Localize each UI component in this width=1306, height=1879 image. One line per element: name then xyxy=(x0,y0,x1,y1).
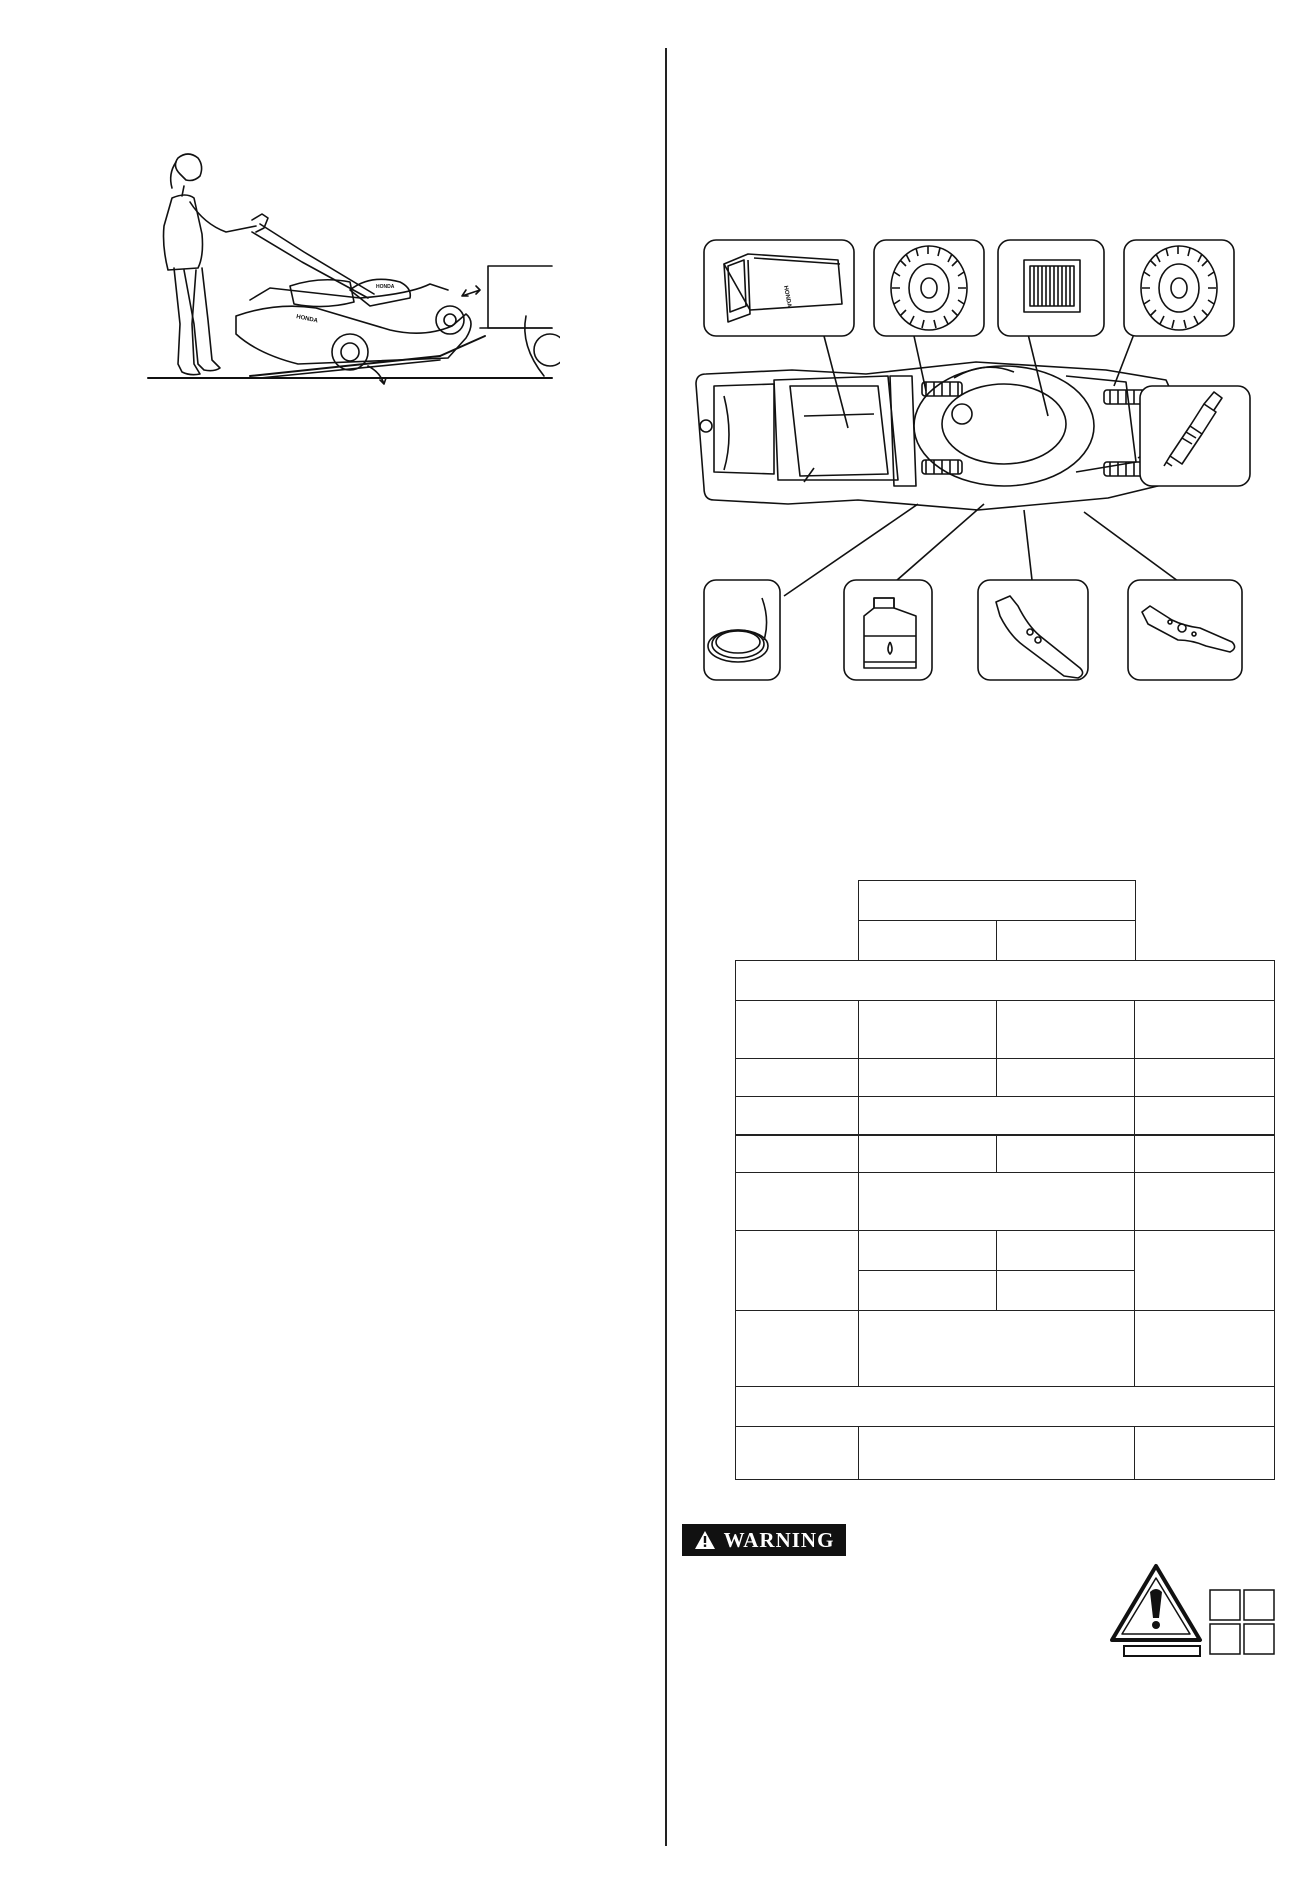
warning-text: WARNING xyxy=(723,1527,835,1552)
table-cell xyxy=(1134,1230,1275,1312)
callout-cable xyxy=(704,580,780,680)
specification-table xyxy=(735,880,1275,1480)
callout-rear-wheel xyxy=(874,240,984,336)
table-cell xyxy=(735,1096,860,1136)
loading-ramp-illustration xyxy=(140,140,560,390)
table-cell xyxy=(996,1000,1136,1060)
table-cell xyxy=(735,1134,860,1174)
table-cell xyxy=(1134,1000,1275,1060)
table-cell xyxy=(996,1270,1136,1312)
table-cell xyxy=(858,1270,998,1312)
table-cell xyxy=(996,1230,1136,1272)
grass-bag-brand-mark: HONDA xyxy=(782,285,792,309)
table-cell xyxy=(1134,1134,1275,1174)
callout-blade-lower xyxy=(1128,580,1242,680)
callout-air-filter xyxy=(998,240,1104,336)
callout-engine-oil xyxy=(844,580,932,680)
parts-diagram xyxy=(694,236,1276,690)
table-cell xyxy=(1134,1096,1275,1136)
warning-label xyxy=(682,1524,846,1556)
table-cell xyxy=(858,1000,998,1060)
hazard-triangle-icon xyxy=(1112,1566,1200,1656)
table-cell xyxy=(1134,1426,1275,1480)
table-cell xyxy=(1134,1172,1275,1232)
callout-spark-plug xyxy=(1140,386,1250,486)
mower-brand-mark-engine: HONDA xyxy=(376,284,395,290)
table-header-sub-2 xyxy=(996,920,1136,962)
table-cell xyxy=(735,1426,860,1480)
mower-top-view xyxy=(696,362,1176,510)
table-header-sub-1 xyxy=(858,920,998,962)
table-cell xyxy=(858,1096,1136,1136)
warning-triangle-icon xyxy=(694,1530,716,1550)
table-cell xyxy=(858,1172,1136,1232)
table-cell xyxy=(735,1172,860,1232)
table-cell xyxy=(858,1426,1136,1480)
table-section-row xyxy=(735,960,1275,1002)
table-cell xyxy=(858,1134,998,1174)
table-cell xyxy=(858,1230,998,1272)
mower-brand-mark: HONDA xyxy=(295,314,319,325)
table-cell xyxy=(1134,1058,1275,1098)
callout-grass-bag xyxy=(704,240,854,336)
callout-front-wheel xyxy=(1124,240,1234,336)
table-cell xyxy=(735,1230,860,1312)
table-cell xyxy=(735,1000,860,1060)
warning-symbol-group xyxy=(1110,1562,1280,1658)
table-cell xyxy=(735,1058,860,1098)
table-cell xyxy=(996,1134,1136,1174)
table-cell xyxy=(1134,1310,1275,1388)
table-header-group xyxy=(858,880,1136,922)
table-cell xyxy=(858,1310,1136,1388)
symbol-boxes xyxy=(1210,1590,1274,1654)
callout-blade-upper xyxy=(978,580,1088,680)
table-cell xyxy=(735,1310,860,1388)
table-section-row xyxy=(735,1386,1275,1428)
table-cell xyxy=(858,1058,998,1098)
table-cell xyxy=(996,1058,1136,1098)
column-divider xyxy=(665,48,667,1846)
